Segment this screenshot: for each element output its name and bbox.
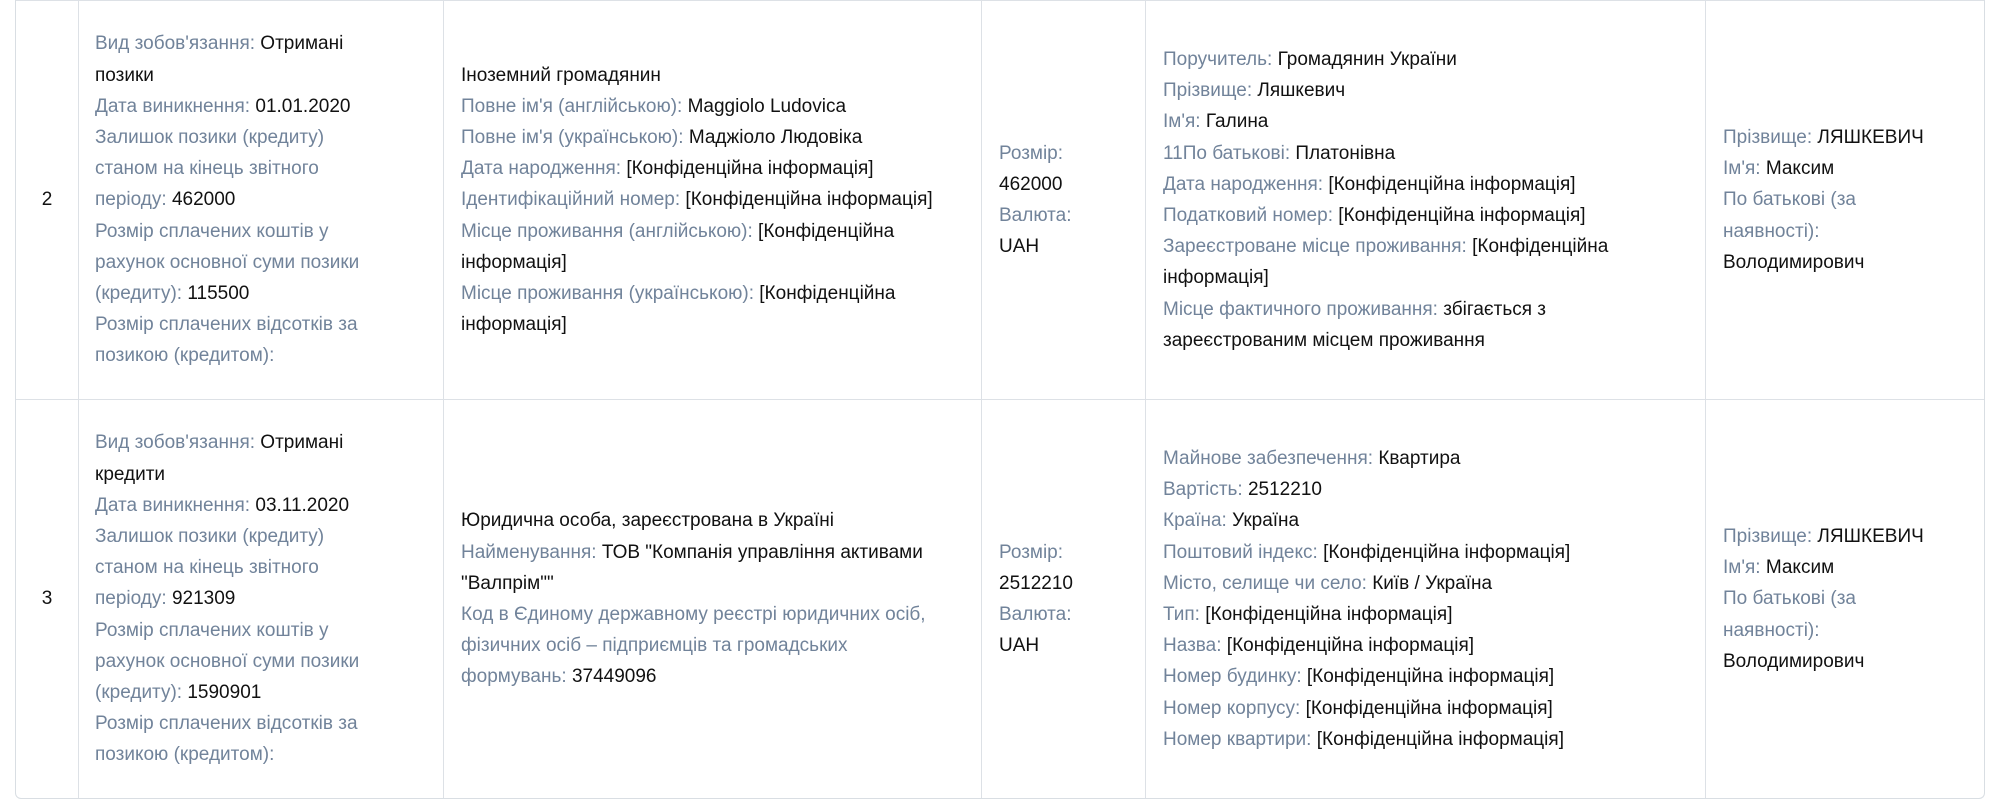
row-number-cell <box>16 400 78 798</box>
property-apartment-label: Номер квартири: <box>1163 728 1312 750</box>
property-cost-value: 2512210 <box>1247 479 1322 501</box>
interest-paid-label: Розмір сплачених відсотків за позикою (кредитом): <box>95 314 358 367</box>
property-postal-value: [Конфіденційна інформація] <box>1323 541 1571 563</box>
creditor-org-name-value: ТОВ "Компанія управління активами "Валпрім"" <box>461 541 923 594</box>
interest-paid-label: Розмір сплачених відсотків за позикою (кредитом): <box>95 713 358 766</box>
person-surname-value: ЛЯШКЕВИЧ <box>1817 126 1924 148</box>
property-city-value: Київ / Україна <box>1372 572 1493 594</box>
creditor-heading: Юридична особа, зареєстрована в Україні <box>461 510 834 532</box>
column-divider <box>1145 1 1146 399</box>
column-divider <box>443 400 444 798</box>
creditor-birth-label: Дата народження: <box>461 158 622 180</box>
size-value: 462000 <box>999 173 1063 195</box>
person-surname-label: Прізвище: <box>1723 525 1813 547</box>
column-divider <box>1705 1 1706 399</box>
table-row <box>16 400 1984 798</box>
guarantor-tax-label: Податковий номер: <box>1163 205 1333 226</box>
loan-balance-value: 462000 <box>171 189 236 211</box>
creditor-cell <box>461 400 951 798</box>
person-name-label: Ім'я: <box>1723 158 1761 180</box>
principal-paid-label: Розмір сплачених коштів у рахунок основної суми позики (кредиту): <box>95 220 360 304</box>
person-surname-label: Прізвище: <box>1723 126 1813 148</box>
loan-balance-value: 921309 <box>171 588 236 610</box>
person-name-label: Ім'я: <box>1723 557 1761 579</box>
principal-paid-value: 115500 <box>187 283 250 304</box>
person-cell <box>1723 400 1963 798</box>
obligation-cell <box>95 400 395 798</box>
column-divider <box>1145 400 1146 798</box>
column-divider <box>443 1 444 399</box>
obligation-type-label: Вид зобов'язання: <box>95 432 256 454</box>
creditor-birth-value: [Конфіденційна інформація] <box>626 158 874 180</box>
property-type-label: Тип: <box>1163 604 1200 625</box>
size-label: Розмір: <box>999 541 1064 563</box>
column-divider <box>78 400 79 798</box>
guarantor-registered-address-label: Зареєстроване місце проживання: <box>1163 236 1467 258</box>
obligation-date-value: 03.11.2020 <box>255 494 350 516</box>
principal-paid-label: Розмір сплачених коштів у рахунок основної суми позики (кредиту): <box>95 619 360 703</box>
person-patronymic-label: По батькові (за наявності): <box>1723 588 1856 641</box>
obligation-type-value: Отримані кредити <box>95 432 344 485</box>
person-patronymic-value: Володимирович <box>1723 650 1865 672</box>
guarantee-cell <box>1163 1 1683 399</box>
property-country-value: Україна <box>1232 510 1300 532</box>
guarantor-registered-address-value: [Конфіденційна інформація] <box>1163 236 1609 289</box>
guarantor-surname-value: Ляшкевич <box>1257 80 1346 102</box>
creditor-address-en-value: [Конфіденційна інформація] <box>461 220 895 273</box>
property-house-label: Номер будинку: <box>1163 666 1302 688</box>
guarantor-birth-value: [Конфіденційна інформація] <box>1328 173 1576 195</box>
creditor-heading: Іноземний громадянин <box>461 64 661 86</box>
person-cell <box>1723 1 1963 399</box>
obligation-date-label: Дата виникнення: <box>95 95 251 117</box>
creditor-id-label: Ідентифікаційний номер: <box>461 189 681 211</box>
property-city-label: Місто, селище чи село: <box>1163 572 1367 594</box>
size-cell <box>999 1 1139 399</box>
size-label: Розмір: <box>999 142 1064 164</box>
guarantor-patronymic-label: 11По батькові: <box>1163 142 1291 164</box>
creditor-name-en-value: Maggiolo Ludovica <box>687 95 847 117</box>
obligation-date-value: 01.01.2020 <box>255 95 351 117</box>
guarantor-tax-value: [Конфіденційна інформація] <box>1338 205 1586 226</box>
person-surname-value: ЛЯШКЕВИЧ <box>1817 525 1924 547</box>
row-number-cell <box>16 1 78 399</box>
obligation-type-label: Вид зобов'язання: <box>95 33 256 55</box>
person-patronymic-value: Володимирович <box>1723 251 1865 273</box>
guarantor-actual-address-label: Місце фактичного проживання: <box>1163 298 1438 320</box>
guarantor-name-label: Ім'я: <box>1163 111 1201 133</box>
guarantor-actual-address-value: збігається з зареєстрованим місцем проживання <box>1163 298 1546 351</box>
property-building-label: Номер корпусу: <box>1163 697 1301 719</box>
guarantee-cell <box>1163 400 1683 798</box>
table-row <box>16 0 1984 400</box>
obligation-type-value: Отримані позики <box>95 33 344 86</box>
property-country-label: Країна: <box>1163 510 1227 532</box>
principal-paid-value: 1590901 <box>187 682 262 703</box>
currency-label: Валюта: <box>999 604 1072 625</box>
creditor-address-uk-value: [Конфіденційна інформація] <box>461 283 896 336</box>
guarantor-surname-label: Прізвище: <box>1163 80 1253 102</box>
property-postal-label: Поштовий індекс: <box>1163 541 1318 563</box>
creditor-org-name-label: Найменування: <box>461 541 597 563</box>
loan-balance-label: Залишок позики (кредиту) станом на кінець звітного періоду: <box>95 525 325 610</box>
person-patronymic-label: По батькові (за наявності): <box>1723 189 1856 242</box>
row-number: 3 <box>41 588 53 610</box>
obligations-table <box>15 0 1985 799</box>
row-number: 2 <box>41 189 53 211</box>
currency-value: UAH <box>999 635 1040 657</box>
property-street-value: [Конфіденційна інформація] <box>1226 635 1475 657</box>
property-building-value: [Конфіденційна інформація] <box>1305 697 1553 719</box>
guarantor-patronymic-value: Платонівна <box>1295 142 1396 164</box>
creditor-address-en-label: Місце проживання (англійською): <box>461 220 753 242</box>
column-divider <box>1705 400 1706 798</box>
obligation-date-label: Дата виникнення: <box>95 494 251 516</box>
creditor-id-value: [Конфіденційна інформація] <box>685 189 933 211</box>
property-street-label: Назва: <box>1163 635 1222 657</box>
property-apartment-value: [Конфіденційна інформація] <box>1316 728 1564 750</box>
size-value: 2512210 <box>999 572 1073 594</box>
property-house-value: [Конфіденційна інформація] <box>1306 666 1555 688</box>
guarantor-value: Громадянин України <box>1277 48 1457 70</box>
guarantor-name-value: Галина <box>1205 111 1269 133</box>
creditor-address-uk-label: Місце проживання (українською): <box>461 283 754 304</box>
guarantor-birth-label: Дата народження: <box>1163 173 1324 195</box>
person-name-value: Максим <box>1765 557 1835 579</box>
creditor-name-en-label: Повне ім'я (англійською): <box>461 95 683 117</box>
guarantor-label: Поручитель: <box>1163 48 1273 70</box>
column-divider <box>981 400 982 798</box>
obligation-cell <box>95 1 395 399</box>
property-security-value: Квартира <box>1378 447 1461 469</box>
currency-value: UAH <box>999 236 1040 258</box>
loan-balance-label: Залишок позики (кредиту) станом на кінець звітного періоду: <box>95 126 325 211</box>
creditor-name-uk-label: Повне ім'я (українською): <box>461 126 684 148</box>
column-divider <box>981 1 982 399</box>
creditor-registry-code-value: 37449096 <box>571 666 657 688</box>
person-name-value: Максим <box>1765 158 1835 180</box>
creditor-name-uk-value: Маджіоло Людовіка <box>688 126 863 148</box>
currency-label: Валюта: <box>999 205 1072 226</box>
creditor-registry-code-label: Код в Єдиному державному реєстрі юридичних осіб, фізичних осіб – підприємців та громадських формувань: <box>461 604 926 688</box>
property-cost-label: Вартість: <box>1163 479 1243 501</box>
column-divider <box>78 1 79 399</box>
property-type-value: [Конфіденційна інформація] <box>1205 604 1453 625</box>
creditor-cell <box>461 1 951 399</box>
size-cell <box>999 400 1139 798</box>
property-security-label: Майнове забезпечення: <box>1163 447 1374 469</box>
